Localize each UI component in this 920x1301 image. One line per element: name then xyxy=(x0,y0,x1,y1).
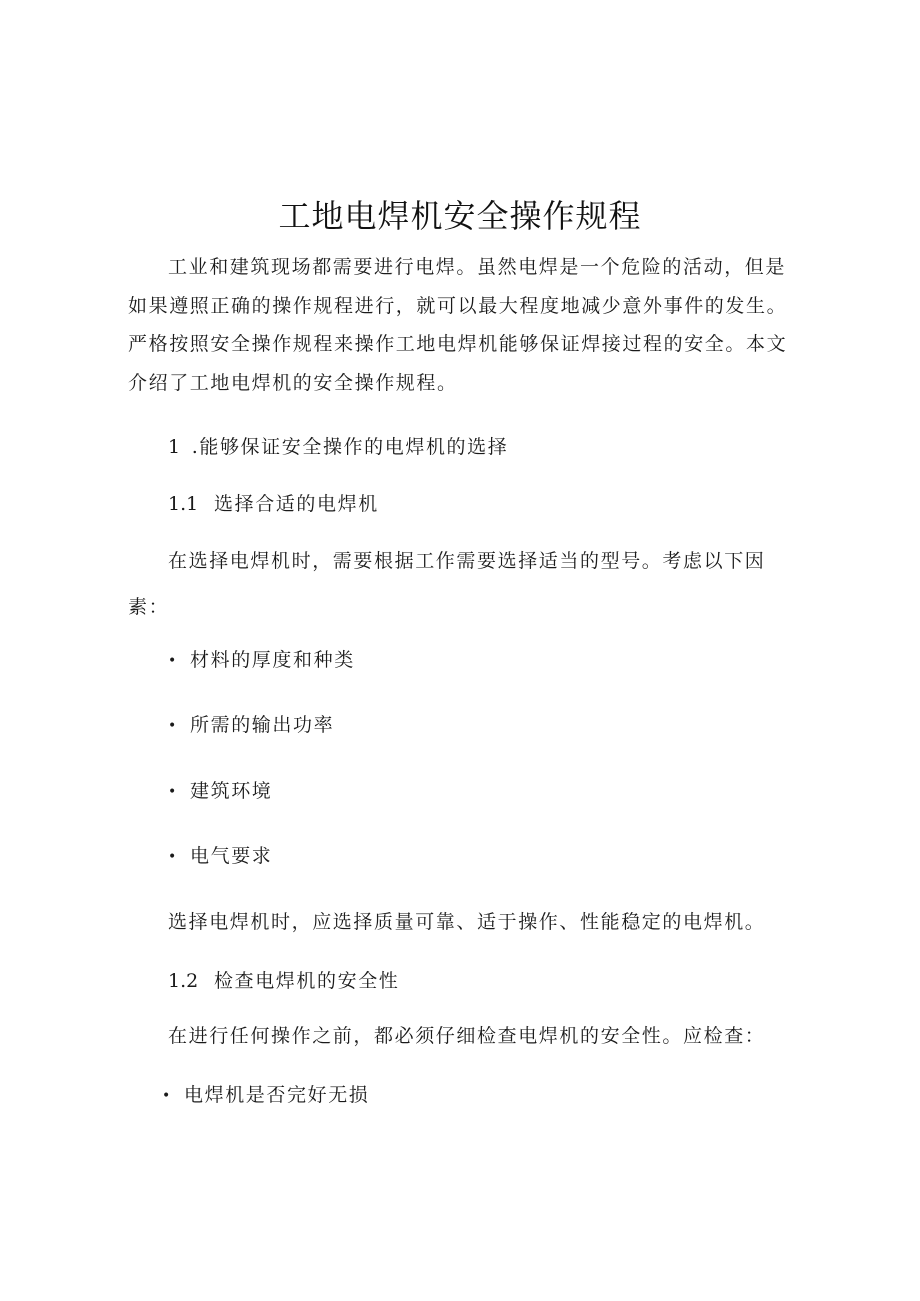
section-1-1-paragraph: 在选择电焊机时，需要根据工作需要选择适当的型号。考虑以下因素： xyxy=(128,550,766,618)
bullet-icon: • xyxy=(168,718,178,734)
section-1-2-heading xyxy=(168,966,399,996)
bullet-icon: • xyxy=(168,784,178,800)
list-item-text: 电焊机是否完好无损 xyxy=(184,1084,370,1106)
section-1-2-paragraph: 在进行任何操作之前，都必须仔细检查电焊机的安全性。应检查： xyxy=(168,1025,766,1047)
list-item-text: 所需的输出功率 xyxy=(190,714,335,736)
intro-paragraph: 工业和建筑现场都需要进行电焊。虽然电焊是一个危险的活动，但是如果遵照正确的操作规程进行，就可以最大程度地减少意外事件的发生。严格按照安全操作规程来操作工地电焊机能够保证焊接过程的安全。本文介绍了工地电焊机的安全操作规程。 xyxy=(128,256,788,394)
section-1-2-title: 检查电焊机的安全性 xyxy=(214,970,400,992)
section-1-1-title: 选择合适的电焊机 xyxy=(214,493,379,515)
section-1-number: 1 xyxy=(168,436,182,458)
list-item-text: 建筑环境 xyxy=(190,780,273,802)
section-1-1-conclusion: 选择电焊机时，应选择质量可靠、适于操作、性能稳定的电焊机。 xyxy=(168,911,766,933)
section-1-2-number: 1.2 xyxy=(168,970,199,992)
bullet-icon: • xyxy=(168,653,178,669)
list-item-text: 材料的厚度和种类 xyxy=(190,649,355,671)
list-item xyxy=(168,841,272,872)
section-1-1-heading xyxy=(168,489,379,519)
list-item xyxy=(168,776,272,807)
list-item xyxy=(162,1080,369,1111)
section-1-title: .能够保证安全操作的电焊机的选择 xyxy=(191,436,509,458)
list-item xyxy=(168,710,334,741)
section-1-1-number: 1.1 xyxy=(168,493,199,515)
bullet-icon: • xyxy=(162,1088,172,1104)
section-1-heading xyxy=(168,432,508,462)
list-item-text: 电气要求 xyxy=(190,845,273,867)
bullet-icon: • xyxy=(168,849,178,865)
document-title: 工地电焊机安全操作规程 xyxy=(278,197,642,235)
list-item xyxy=(168,645,355,676)
